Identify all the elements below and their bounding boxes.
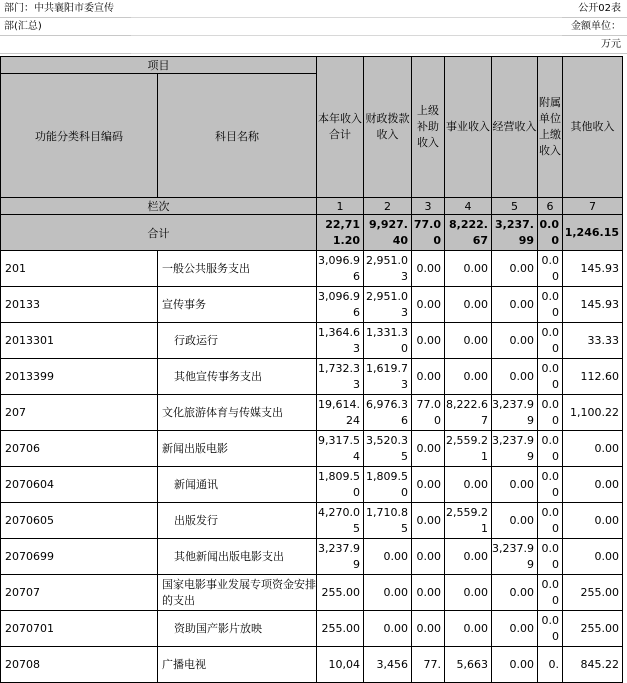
amount-cell: 1,710.85 — [364, 503, 412, 539]
amount-cell: 2,559.21 — [445, 503, 492, 539]
table-row — [1, 323, 623, 359]
amount-cell: 255.00 — [563, 611, 623, 647]
amount-cell: 0.00 — [412, 431, 445, 467]
row-number: 3 — [412, 198, 445, 215]
subject-code: 2070604 — [1, 467, 158, 503]
amount-cell: 845.22 — [563, 647, 623, 683]
col-header-fiscal-income: 财政拨款收入 — [364, 57, 412, 198]
subject-code: 201 — [1, 251, 158, 287]
total-cell: 0.00 — [538, 215, 563, 251]
table-row — [1, 395, 623, 431]
table-row — [1, 359, 623, 395]
amount-cell: 112.60 — [563, 359, 623, 395]
amount-cell: 0.00 — [445, 467, 492, 503]
amount-cell: 3,456 — [364, 647, 412, 683]
department-label: 部门：中共襄阳市委宣传 — [0, 0, 131, 18]
amount-cell: 8,222.67 — [445, 395, 492, 431]
subject-code: 20708 — [1, 647, 158, 683]
total-cell: 1,246.15 — [563, 215, 623, 251]
amount-cell: 0.00 — [538, 503, 563, 539]
amount-cell: 1,809.50 — [317, 467, 364, 503]
subject-code: 2070605 — [1, 503, 158, 539]
amount-cell: 6,976.36 — [364, 395, 412, 431]
amount-cell: 0.00 — [412, 611, 445, 647]
amount-cell: 9,317.54 — [317, 431, 364, 467]
amount-cell: 0.00 — [492, 503, 538, 539]
row-number: 6 — [538, 198, 563, 215]
table-row — [1, 431, 623, 467]
data-rows — [1, 251, 623, 683]
subject-code: 207 — [1, 395, 158, 431]
amount-cell: 77.00 — [412, 395, 445, 431]
amount-cell: 0.00 — [538, 611, 563, 647]
subject-name: 其他新闻出版电影支出 — [158, 539, 317, 575]
department-label-cont: 部(汇总) — [0, 18, 131, 36]
income-table — [0, 56, 623, 683]
amount-cell: 1,732.33 — [317, 359, 364, 395]
amount-cell: 0.00 — [445, 287, 492, 323]
table-row — [1, 467, 623, 503]
header-gridlines — [131, 0, 562, 56]
row-number: 4 — [445, 198, 492, 215]
amount-cell: 3,237.99 — [492, 431, 538, 467]
amount-cell: 0.00 — [538, 287, 563, 323]
amount-cell: 255.00 — [563, 575, 623, 611]
unit-label: 金额单位： — [562, 18, 627, 36]
amount-cell: 0.00 — [364, 575, 412, 611]
amount-cell: 0.00 — [563, 503, 623, 539]
table-row — [1, 611, 623, 647]
amount-cell: 33.33 — [563, 323, 623, 359]
amount-cell: 77. — [412, 647, 445, 683]
amount-cell: 0.00 — [445, 251, 492, 287]
subject-name: 一般公共服务支出 — [158, 251, 317, 287]
amount-cell: 0.00 — [364, 611, 412, 647]
amount-cell: 0.00 — [445, 539, 492, 575]
amount-cell: 0.00 — [445, 575, 492, 611]
col-header-upper-subsidy: 上级补助收入 — [412, 57, 445, 198]
amount-cell: 0.00 — [492, 575, 538, 611]
amount-cell: 0. — [538, 647, 563, 683]
subject-code: 20706 — [1, 431, 158, 467]
item-header: 项目 — [1, 57, 317, 74]
amount-cell: 0.00 — [445, 611, 492, 647]
subject-name: 国家电影事业发展专项资金安排的支出 — [158, 575, 317, 611]
amount-cell: 0.00 — [492, 251, 538, 287]
total-cell: 9,927.40 — [364, 215, 412, 251]
col-header-code: 功能分类科目编码 — [1, 74, 158, 198]
amount-cell: 10,04 — [317, 647, 364, 683]
amount-cell: 0.00 — [563, 539, 623, 575]
total-cell: 22,711.20 — [317, 215, 364, 251]
amount-cell: 4,270.05 — [317, 503, 364, 539]
amount-cell: 3,520.35 — [364, 431, 412, 467]
amount-cell: 0.00 — [412, 251, 445, 287]
amount-cell: 0.00 — [412, 503, 445, 539]
amount-cell: 0.00 — [412, 359, 445, 395]
row-number: 5 — [492, 198, 538, 215]
table-row — [1, 647, 623, 683]
amount-cell: 145.93 — [563, 251, 623, 287]
subject-name: 广播电视 — [158, 647, 317, 683]
row-number: 7 — [563, 198, 623, 215]
amount-cell: 5,663 — [445, 647, 492, 683]
amount-cell: 0.00 — [445, 323, 492, 359]
col-header-affiliated-income: 附属单位上缴收入 — [538, 57, 563, 198]
amount-cell: 0.00 — [538, 539, 563, 575]
amount-cell: 0.00 — [492, 467, 538, 503]
amount-cell: 3,237.99 — [492, 395, 538, 431]
amount-cell: 2,951.03 — [364, 287, 412, 323]
col-header-name: 科目名称 — [158, 74, 317, 198]
amount-cell: 0.00 — [492, 647, 538, 683]
subject-code: 2070701 — [1, 611, 158, 647]
amount-cell: 0.00 — [412, 575, 445, 611]
table-row — [1, 251, 623, 287]
subject-name: 文化旅游体育与传媒支出 — [158, 395, 317, 431]
total-cell: 3,237.99 — [492, 215, 538, 251]
amount-cell: 0.00 — [538, 575, 563, 611]
amount-cell: 0.00 — [492, 287, 538, 323]
amount-cell: 1,809.50 — [364, 467, 412, 503]
amount-cell: 3,237.99 — [492, 539, 538, 575]
subject-name: 新闻出版电影 — [158, 431, 317, 467]
subject-code: 2013301 — [1, 323, 158, 359]
amount-cell: 255.00 — [317, 611, 364, 647]
amount-cell: 0.00 — [412, 323, 445, 359]
amount-cell: 2,559.21 — [445, 431, 492, 467]
total-row — [1, 215, 623, 251]
amount-cell: 0.00 — [492, 359, 538, 395]
amount-cell: 0.00 — [412, 539, 445, 575]
col-header-business-income: 事业收入 — [445, 57, 492, 198]
amount-cell: 2,951.03 — [364, 251, 412, 287]
department-header — [0, 0, 131, 56]
form-info — [562, 0, 627, 56]
amount-cell: 0.00 — [445, 359, 492, 395]
amount-cell: 0.00 — [538, 251, 563, 287]
subject-name: 资助国产影片放映 — [158, 611, 317, 647]
subject-code: 2070699 — [1, 539, 158, 575]
amount-cell: 0.00 — [538, 431, 563, 467]
amount-cell: 1,331.30 — [364, 323, 412, 359]
amount-cell: 1,619.73 — [364, 359, 412, 395]
amount-cell: 1,100.22 — [563, 395, 623, 431]
amount-cell: 0.00 — [538, 467, 563, 503]
table-row — [1, 575, 623, 611]
amount-cell: 3,096.96 — [317, 251, 364, 287]
unit-value: 万元 — [562, 36, 627, 54]
amount-cell: 19,614.24 — [317, 395, 364, 431]
subject-name: 新闻通讯 — [158, 467, 317, 503]
amount-cell: 3,237.99 — [317, 539, 364, 575]
subject-code: 20707 — [1, 575, 158, 611]
subject-code: 2013399 — [1, 359, 158, 395]
amount-cell: 0.00 — [412, 467, 445, 503]
amount-cell: 0.00 — [538, 323, 563, 359]
subject-name: 其他宣传事务支出 — [158, 359, 317, 395]
amount-cell: 3,096.96 — [317, 287, 364, 323]
col-header-other-income: 其他收入 — [563, 57, 623, 198]
total-label: 合计 — [1, 215, 317, 251]
amount-cell: 0.00 — [364, 539, 412, 575]
subject-name: 行政运行 — [158, 323, 317, 359]
col-header-operating-income: 经营收入 — [492, 57, 538, 198]
form-number: 公开02表 — [562, 0, 627, 18]
amount-cell: 0.00 — [492, 611, 538, 647]
amount-cell: 0.00 — [538, 395, 563, 431]
row-number: 1 — [317, 198, 364, 215]
table-row — [1, 287, 623, 323]
row-number-label: 栏次 — [1, 198, 317, 215]
row-number: 2 — [364, 198, 412, 215]
amount-cell: 1,364.63 — [317, 323, 364, 359]
amount-cell: 145.93 — [563, 287, 623, 323]
table-row — [1, 539, 623, 575]
amount-cell: 0.00 — [492, 323, 538, 359]
empty-cell — [0, 36, 131, 54]
amount-cell: 0.00 — [563, 467, 623, 503]
col-header-total-income: 本年收入合计 — [317, 57, 364, 198]
amount-cell: 0.00 — [412, 287, 445, 323]
amount-cell: 255.00 — [317, 575, 364, 611]
subject-name: 出版发行 — [158, 503, 317, 539]
table-row — [1, 503, 623, 539]
amount-cell: 0.00 — [538, 359, 563, 395]
amount-cell: 0.00 — [563, 431, 623, 467]
subject-code: 20133 — [1, 287, 158, 323]
subject-name: 宣传事务 — [158, 287, 317, 323]
total-cell: 77.00 — [412, 215, 445, 251]
total-cell: 8,222.67 — [445, 215, 492, 251]
